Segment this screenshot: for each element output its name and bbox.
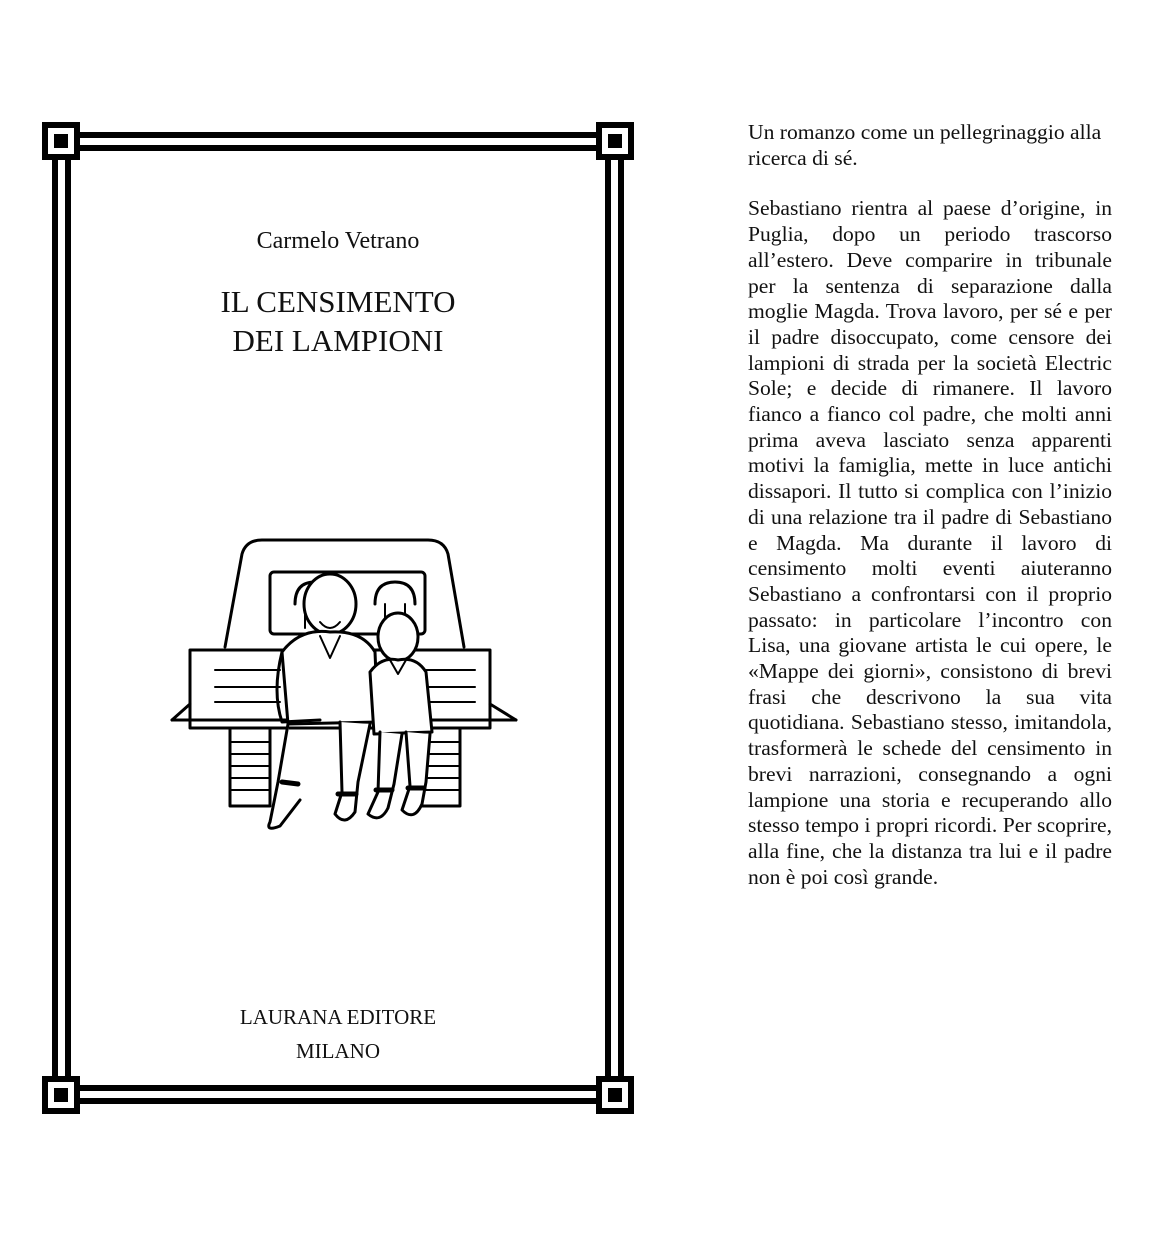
blurb-tagline: Un romanzo come un pellegrinaggio alla ricerca di sé.: [748, 120, 1102, 170]
frame-corner-ornament: [596, 122, 634, 160]
truck-tailgate-father-son-illustration: [170, 532, 520, 837]
frame-top-border: [60, 132, 616, 151]
frame-bottom-border: [60, 1085, 616, 1104]
cover-title-line: IL CENSIMENTO: [220, 284, 456, 319]
cover-title-line: DEI LAMPIONI: [232, 323, 444, 358]
cover-author: Carmelo Vetrano: [256, 228, 420, 254]
book-cover: [42, 122, 634, 1114]
frame-corner-ornament: [42, 1076, 80, 1114]
back-cover-blurb: [748, 120, 1112, 915]
publisher-name: LAURANA EDITORE: [239, 1005, 437, 1029]
frame-corner-ornament: [596, 1076, 634, 1114]
blurb-body: Sebastiano rientra al paese d’origine, in Puglia, dopo un periodo trascorso all’estero. Deve comparire in tribunale per la sentenza di separazione dalla moglie Magda. Trova lavoro, per sé e per il padre disoccupato, come censore dei lampioni di strada per la società Electric Sole; e decide di rimanere. Il lavoro fianco a fianco col padre, che molti anni prima aveva lasciato senza apparenti motivi la famiglia, mette in luce antichi dissapori. Il tutto si complica con l’inizio di una relazione tra il padre di Sebastiano e Magda. Ma durante il lavoro di censimento molti eventi aiuteranno Sebastiano a confrontarsi con il proprio passato: in particolare l’incontro con Lisa, una giovane artista le cui opere, le «Mappe dei giorni», consistono di brevi frasi che descrivono la sua vita quotidiana. Sebastiano stesso, imitandola, trasformerà le schede del censimento in brevi narrazioni, consegnando a ogni lampione una storia e recuperando allo stesso tempo i propri ricordi. Per scoprire, alla fine, che la distanza tra lui e il padre non è poi così grande.: [748, 196, 1112, 889]
cover-publisher: [42, 1000, 634, 1068]
cover-title: [42, 282, 634, 360]
publisher-city: MILANO: [296, 1039, 380, 1063]
frame-corner-ornament: [42, 122, 80, 160]
